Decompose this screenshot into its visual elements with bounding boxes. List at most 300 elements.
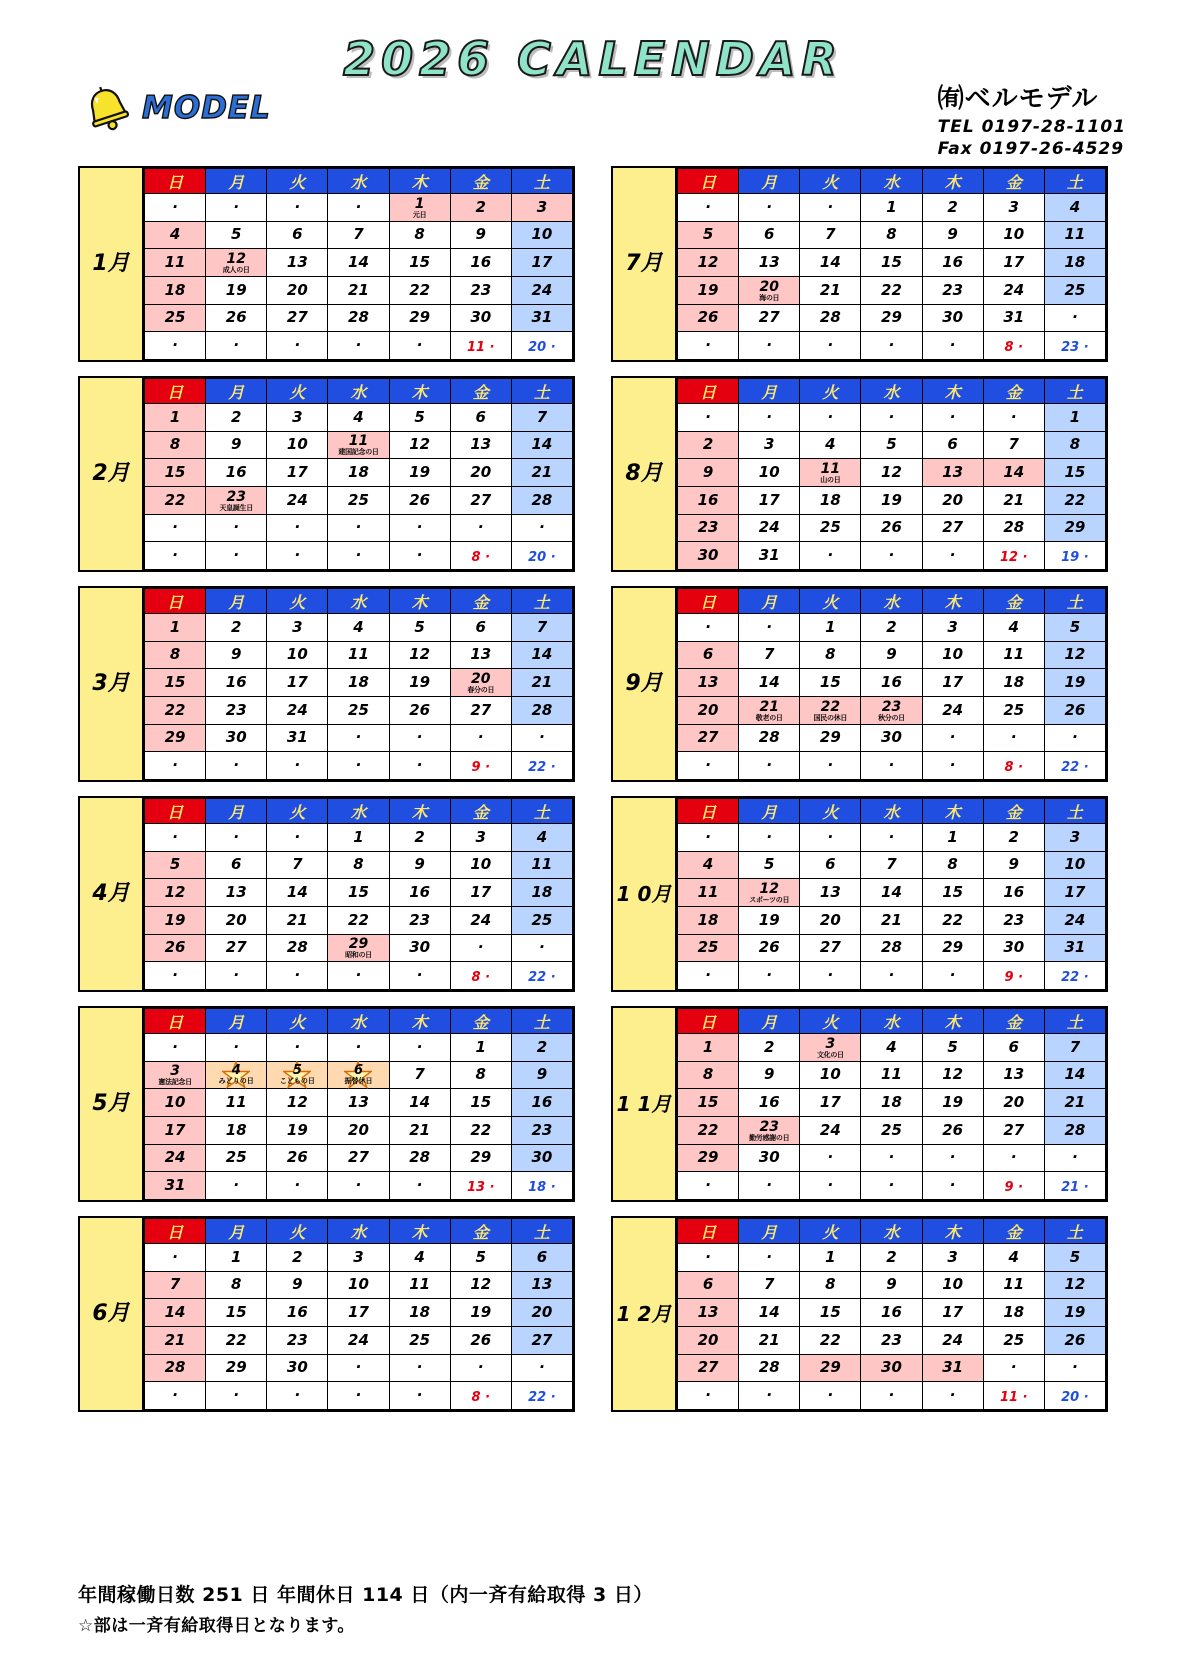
week-row xyxy=(678,221,1106,249)
day-cell: 24 xyxy=(922,696,983,724)
day-cell: 24 xyxy=(267,696,328,724)
day-cell: 17 xyxy=(145,1116,206,1144)
day-cell: 14 xyxy=(739,669,800,697)
day-cell-empty: · xyxy=(922,1172,983,1200)
day-cell-empty: · xyxy=(328,194,389,222)
day-cell: 26 xyxy=(922,1116,983,1144)
day-cell: 5 xyxy=(922,1034,983,1062)
day-cell: 24 xyxy=(328,1326,389,1354)
month-table xyxy=(144,798,573,990)
day-cell: 9 xyxy=(450,221,511,249)
day-cell-empty: · xyxy=(800,962,861,990)
day-cell: 16 xyxy=(861,1299,922,1327)
month-label: 1 2 月 xyxy=(613,1218,677,1410)
day-cell: 25 xyxy=(983,696,1044,724)
footer-notes xyxy=(78,1580,653,1636)
day-cell: 12 xyxy=(267,1089,328,1117)
day-cell: 21 xyxy=(1044,1089,1105,1117)
month-block xyxy=(611,1006,1108,1202)
day-cell: 13 xyxy=(450,641,511,669)
day-cell: 8 xyxy=(678,1061,739,1089)
week-row xyxy=(678,696,1106,724)
summary-holiday-count: 9 · xyxy=(450,752,511,780)
day-cell: 21 xyxy=(267,906,328,934)
day-cell: 29 xyxy=(1044,514,1105,542)
day-cell: 9 xyxy=(267,1271,328,1299)
day-cell-empty: · xyxy=(739,1172,800,1200)
day-cell-empty: · xyxy=(267,194,328,222)
month-summary-row xyxy=(678,962,1106,990)
day-cell: 1 xyxy=(922,824,983,852)
week-row xyxy=(678,906,1106,934)
weekday-header-2: 火 xyxy=(267,799,328,824)
week-row xyxy=(678,304,1106,332)
month-summary-row xyxy=(678,1172,1106,1200)
day-cell: 1 xyxy=(861,194,922,222)
day-cell-empty: · xyxy=(267,514,328,542)
day-cell: 28 xyxy=(861,934,922,962)
day-cell: 20 xyxy=(328,1116,389,1144)
month-label: 2月 xyxy=(80,378,144,570)
day-cell: 16 xyxy=(511,1089,572,1117)
day-cell: 15 xyxy=(389,249,450,277)
week-row xyxy=(145,1116,573,1144)
day-cell: 15 xyxy=(145,459,206,487)
day-cell: 2 xyxy=(206,404,267,432)
week-row xyxy=(678,824,1106,852)
day-cell: 6 xyxy=(983,1034,1044,1062)
day-cell: 6 xyxy=(450,614,511,642)
day-cell-empty: · xyxy=(206,1172,267,1200)
day-cell-empty: · xyxy=(267,752,328,780)
summary-holiday-count: 13 · xyxy=(450,1172,511,1200)
weekday-header-row xyxy=(145,379,573,404)
day-cell-empty: · xyxy=(328,752,389,780)
weekday-header-4: 木 xyxy=(922,169,983,194)
day-cell: 23 xyxy=(511,1116,572,1144)
weekday-header-row xyxy=(678,1219,1106,1244)
weekday-header-4: 木 xyxy=(389,589,450,614)
day-cell-empty: · xyxy=(328,1034,389,1062)
day-cell: 28 xyxy=(511,696,572,724)
day-cell: 7 xyxy=(983,431,1044,459)
summary-workday-count: 22 · xyxy=(1044,962,1105,990)
weekday-header-6: 土 xyxy=(1044,589,1105,614)
weekday-header-4: 木 xyxy=(389,1009,450,1034)
day-cell: 25 xyxy=(389,1326,450,1354)
day-cell-empty: · xyxy=(145,514,206,542)
day-cell-empty: · xyxy=(922,1144,983,1172)
day-cell-empty: · xyxy=(678,194,739,222)
day-cell: 23 勤労感謝の日 xyxy=(739,1116,800,1144)
day-cell: 24 xyxy=(511,276,572,304)
day-cell-empty: · xyxy=(861,824,922,852)
month-summary-row xyxy=(678,542,1106,570)
month-table xyxy=(144,378,573,570)
day-cell: 13 xyxy=(328,1089,389,1117)
brand-logo xyxy=(78,84,271,132)
day-cell: 30 xyxy=(678,542,739,570)
day-cell: 25 xyxy=(206,1144,267,1172)
day-cell: 14 xyxy=(800,249,861,277)
day-cell: 8 xyxy=(922,851,983,879)
day-cell-empty: · xyxy=(983,724,1044,752)
month-summary-row xyxy=(145,332,573,360)
week-row xyxy=(145,1244,573,1272)
day-cell: 26 xyxy=(267,1144,328,1172)
day-cell: 31 xyxy=(983,304,1044,332)
day-cell: 21 xyxy=(861,906,922,934)
weekday-header-0: 日 xyxy=(678,1009,739,1034)
day-cell-empty: · xyxy=(922,542,983,570)
day-cell-empty: · xyxy=(206,332,267,360)
day-cell: 30 xyxy=(861,724,922,752)
week-row xyxy=(678,1326,1106,1354)
day-cell-empty: · xyxy=(739,404,800,432)
week-row xyxy=(678,404,1106,432)
week-row xyxy=(678,1034,1106,1062)
day-cell: 31 xyxy=(922,1354,983,1382)
day-cell-empty: · xyxy=(389,1034,450,1062)
day-cell: 22 xyxy=(678,1116,739,1144)
day-cell-empty: · xyxy=(511,514,572,542)
day-cell-empty: · xyxy=(206,514,267,542)
day-cell: 17 xyxy=(800,1089,861,1117)
weekday-header-row xyxy=(678,379,1106,404)
week-row xyxy=(678,459,1106,487)
day-cell: 21 xyxy=(328,276,389,304)
day-cell: 9 xyxy=(922,221,983,249)
day-cell: 26 xyxy=(1044,1326,1105,1354)
day-cell-empty: · xyxy=(206,824,267,852)
day-cell: 29 xyxy=(206,1354,267,1382)
day-cell: 3 文化の日 xyxy=(800,1034,861,1062)
day-cell: 9 xyxy=(983,851,1044,879)
summary-workday-count: 20 · xyxy=(1044,1382,1105,1410)
day-cell: 18 xyxy=(800,486,861,514)
week-row xyxy=(145,696,573,724)
weekday-header-2: 火 xyxy=(267,1219,328,1244)
month-summary-row xyxy=(145,1172,573,1200)
day-cell: 12 xyxy=(678,249,739,277)
day-cell-empty: · xyxy=(922,404,983,432)
week-row xyxy=(145,276,573,304)
day-cell: 20 xyxy=(206,906,267,934)
day-cell-empty: · xyxy=(861,1144,922,1172)
summary-holiday-count: 11 · xyxy=(450,332,511,360)
day-cell: 10 xyxy=(983,221,1044,249)
month-label: 3月 xyxy=(80,588,144,780)
day-cell: 1 xyxy=(450,1034,511,1062)
day-cell: 13 xyxy=(739,249,800,277)
day-cell: 16 xyxy=(206,669,267,697)
day-cell: 6 xyxy=(206,851,267,879)
day-cell: 16 xyxy=(206,459,267,487)
day-cell: 5 xyxy=(1044,614,1105,642)
day-cell: 20 春分の日 xyxy=(450,669,511,697)
month-table xyxy=(677,378,1106,570)
week-row xyxy=(678,879,1106,907)
day-cell: 16 xyxy=(922,249,983,277)
day-cell-empty: · xyxy=(328,724,389,752)
company-fax: Fax 0197-26-4529 xyxy=(937,139,1125,159)
day-cell: 15 xyxy=(922,879,983,907)
day-cell: 5 xyxy=(1044,1244,1105,1272)
day-cell: 22 xyxy=(206,1326,267,1354)
weekday-header-4: 木 xyxy=(389,169,450,194)
week-row xyxy=(678,276,1106,304)
week-row xyxy=(678,934,1106,962)
day-cell: 25 xyxy=(1044,276,1105,304)
day-cell-empty: · xyxy=(450,1354,511,1382)
day-cell: 8 xyxy=(800,641,861,669)
day-cell-empty: · xyxy=(922,724,983,752)
day-cell-empty: · xyxy=(389,514,450,542)
day-cell: 9 xyxy=(206,431,267,459)
day-cell-empty: · xyxy=(861,1382,922,1410)
month-table xyxy=(144,1008,573,1200)
day-cell: 28 xyxy=(983,514,1044,542)
day-cell: 23 天皇誕生日 xyxy=(206,486,267,514)
weekday-header-6: 土 xyxy=(1044,1009,1105,1034)
day-cell-empty: · xyxy=(389,542,450,570)
day-cell: 26 xyxy=(678,304,739,332)
week-row xyxy=(145,1034,573,1062)
day-cell: 13 xyxy=(922,459,983,487)
day-cell: 3 xyxy=(922,614,983,642)
day-cell: 14 xyxy=(389,1089,450,1117)
day-cell: 24 xyxy=(145,1144,206,1172)
day-cell-empty: · xyxy=(206,752,267,780)
day-cell: 18 xyxy=(145,276,206,304)
day-cell-empty: · xyxy=(800,824,861,852)
day-cell: 12 xyxy=(389,641,450,669)
day-cell: 9 xyxy=(389,851,450,879)
day-cell: 19 xyxy=(267,1116,328,1144)
day-cell: 6 xyxy=(922,431,983,459)
day-cell: 27 xyxy=(450,486,511,514)
weekday-header-row xyxy=(678,1009,1106,1034)
day-cell: 29 xyxy=(450,1144,511,1172)
day-cell: 20 xyxy=(922,486,983,514)
week-row xyxy=(145,459,573,487)
week-row xyxy=(678,194,1106,222)
day-cell: 4 xyxy=(328,404,389,432)
day-cell-empty: · xyxy=(145,752,206,780)
day-cell: 29 xyxy=(922,934,983,962)
weekday-header-4: 木 xyxy=(922,379,983,404)
day-cell: 14 xyxy=(511,431,572,459)
month-block xyxy=(78,166,575,362)
day-cell: 28 xyxy=(389,1144,450,1172)
day-cell: 7 xyxy=(511,404,572,432)
day-cell: 5 xyxy=(739,851,800,879)
day-cell: 12 スポーツの日 xyxy=(739,879,800,907)
day-cell: 15 xyxy=(678,1089,739,1117)
weekday-header-row xyxy=(145,799,573,824)
day-cell: 10 xyxy=(145,1089,206,1117)
day-cell: 24 xyxy=(739,514,800,542)
day-cell: 10 xyxy=(450,851,511,879)
day-cell-paid-leave: 5 こどもの日 xyxy=(267,1061,328,1089)
day-cell: 23 秋分の日 xyxy=(861,696,922,724)
day-cell: 25 xyxy=(145,304,206,332)
day-cell-empty: · xyxy=(1044,724,1105,752)
day-cell-empty: · xyxy=(328,1354,389,1382)
week-row xyxy=(145,614,573,642)
day-cell-empty: · xyxy=(267,962,328,990)
day-cell-empty: · xyxy=(1044,1354,1105,1382)
day-cell: 1 元日 xyxy=(389,194,450,222)
day-cell: 19 xyxy=(861,486,922,514)
day-cell: 17 xyxy=(739,486,800,514)
summary-workday-count: 20 · xyxy=(511,332,572,360)
day-cell: 28 xyxy=(328,304,389,332)
weekday-header-2: 火 xyxy=(800,1009,861,1034)
day-cell: 28 xyxy=(739,724,800,752)
day-cell: 22 xyxy=(450,1116,511,1144)
day-cell: 18 xyxy=(328,669,389,697)
weekday-header-3: 水 xyxy=(861,379,922,404)
month-label: 6月 xyxy=(80,1218,144,1410)
day-cell: 20 海の日 xyxy=(739,276,800,304)
day-cell: 18 xyxy=(983,1299,1044,1327)
day-cell: 16 xyxy=(678,486,739,514)
day-cell: 2 xyxy=(861,1244,922,1272)
day-cell-empty: · xyxy=(511,724,572,752)
day-cell: 11 xyxy=(1044,221,1105,249)
week-row xyxy=(145,851,573,879)
weekday-header-6: 土 xyxy=(511,379,572,404)
day-cell: 18 xyxy=(328,459,389,487)
week-row xyxy=(678,431,1106,459)
week-row xyxy=(145,486,573,514)
day-cell-empty: · xyxy=(800,1144,861,1172)
day-cell-empty: · xyxy=(861,542,922,570)
weekday-header-2: 火 xyxy=(267,379,328,404)
day-cell: 27 xyxy=(739,304,800,332)
day-cell: 26 xyxy=(145,934,206,962)
day-cell-empty: · xyxy=(389,1172,450,1200)
day-cell: 20 xyxy=(678,1326,739,1354)
day-cell: 10 xyxy=(1044,851,1105,879)
weekday-header-0: 日 xyxy=(145,169,206,194)
week-row xyxy=(678,1116,1106,1144)
week-row xyxy=(678,1244,1106,1272)
day-cell: 23 xyxy=(389,906,450,934)
day-cell-empty: · xyxy=(800,332,861,360)
day-cell: 4 xyxy=(511,824,572,852)
summary-workday-count: 18 · xyxy=(511,1172,572,1200)
month-block xyxy=(78,796,575,992)
day-cell: 16 xyxy=(267,1299,328,1327)
week-row xyxy=(145,1089,573,1117)
weekday-header-0: 日 xyxy=(678,799,739,824)
day-cell: 25 xyxy=(328,696,389,724)
day-cell: 21 xyxy=(983,486,1044,514)
day-cell: 28 xyxy=(800,304,861,332)
day-cell: 15 xyxy=(800,669,861,697)
weekday-header-5: 金 xyxy=(450,1009,511,1034)
day-cell: 13 xyxy=(511,1271,572,1299)
weekday-header-0: 日 xyxy=(145,1219,206,1244)
day-cell: 18 xyxy=(983,669,1044,697)
day-cell: 30 xyxy=(922,304,983,332)
day-cell: 11 xyxy=(511,851,572,879)
day-cell: 23 xyxy=(206,696,267,724)
day-cell: 23 xyxy=(678,514,739,542)
day-cell: 19 xyxy=(450,1299,511,1327)
day-cell-empty: · xyxy=(861,962,922,990)
month-table xyxy=(144,1218,573,1410)
day-cell: 28 xyxy=(267,934,328,962)
day-cell: 12 xyxy=(922,1061,983,1089)
day-cell: 5 xyxy=(389,404,450,432)
day-cell: 9 xyxy=(861,641,922,669)
day-cell-empty: · xyxy=(511,1354,572,1382)
day-cell: 29 xyxy=(800,1354,861,1382)
day-cell: 29 xyxy=(145,724,206,752)
day-cell: 17 xyxy=(983,249,1044,277)
day-cell-empty: · xyxy=(206,962,267,990)
month-label: 5月 xyxy=(80,1008,144,1200)
weekday-header-2: 火 xyxy=(267,589,328,614)
day-cell: 17 xyxy=(922,1299,983,1327)
day-cell: 1 xyxy=(800,614,861,642)
day-cell-empty: · xyxy=(145,332,206,360)
day-cell: 1 xyxy=(1044,404,1105,432)
day-cell: 5 xyxy=(450,1244,511,1272)
day-cell: 11 xyxy=(206,1089,267,1117)
month-block xyxy=(78,1216,575,1412)
day-cell-empty: · xyxy=(145,194,206,222)
weekday-header-6: 土 xyxy=(1044,169,1105,194)
day-cell: 23 xyxy=(983,906,1044,934)
day-cell: 7 xyxy=(511,614,572,642)
day-cell: 13 xyxy=(678,1299,739,1327)
day-cell: 27 xyxy=(678,724,739,752)
day-cell: 24 xyxy=(983,276,1044,304)
day-cell: 29 xyxy=(678,1144,739,1172)
day-cell-empty: · xyxy=(450,514,511,542)
day-cell: 14 xyxy=(739,1299,800,1327)
weekday-header-0: 日 xyxy=(678,379,739,404)
week-row xyxy=(678,724,1106,752)
month-label: 7月 xyxy=(613,168,677,360)
weekday-header-row xyxy=(145,1009,573,1034)
week-row xyxy=(145,194,573,222)
day-cell-empty: · xyxy=(739,962,800,990)
week-row xyxy=(678,1089,1106,1117)
day-cell: 31 xyxy=(267,724,328,752)
week-row xyxy=(678,1354,1106,1382)
day-cell: 2 xyxy=(511,1034,572,1062)
day-cell-empty: · xyxy=(739,194,800,222)
month-block xyxy=(611,586,1108,782)
week-row xyxy=(145,1354,573,1382)
day-cell: 2 xyxy=(450,194,511,222)
month-block xyxy=(78,586,575,782)
day-cell: 3 xyxy=(450,824,511,852)
weekday-header-5: 金 xyxy=(983,589,1044,614)
day-cell-empty: · xyxy=(389,962,450,990)
day-cell-empty: · xyxy=(206,542,267,570)
day-cell-empty: · xyxy=(861,404,922,432)
month-table xyxy=(677,798,1106,990)
day-cell: 5 xyxy=(206,221,267,249)
weekday-header-row xyxy=(678,799,1106,824)
day-cell: 14 xyxy=(983,459,1044,487)
